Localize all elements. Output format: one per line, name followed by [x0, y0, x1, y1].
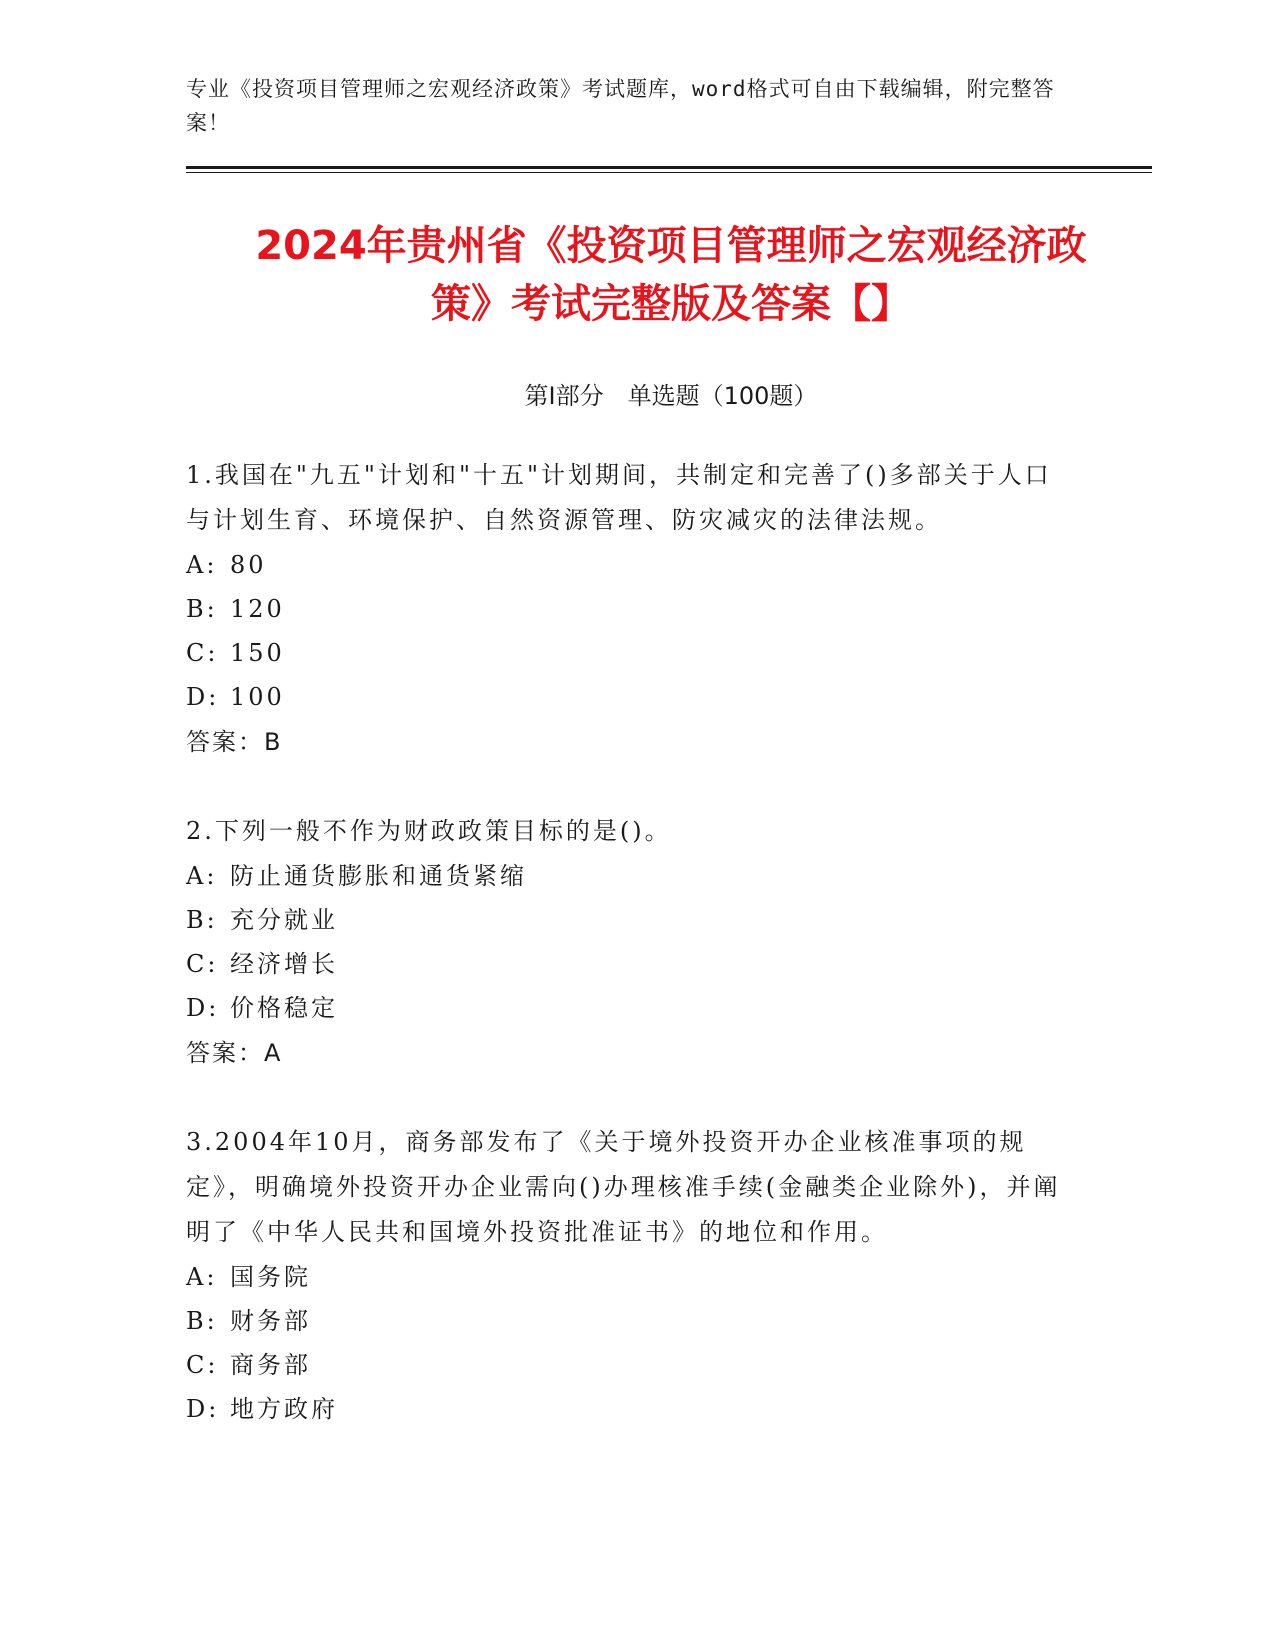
- option-text: 价格稳定: [230, 994, 338, 1022]
- option-letter: D:: [186, 1395, 220, 1423]
- option-letter: A:: [186, 551, 218, 579]
- option-letter: A:: [186, 862, 218, 890]
- option-d: [186, 675, 1156, 719]
- option-letter: C:: [186, 950, 219, 978]
- option-d: [186, 986, 1156, 1030]
- option-b: [186, 1299, 1156, 1343]
- question-stem: 1.我国在"九五"计划和"十五"计划期间，共制定和完善了()多部关于人口与计划生育、环境保护、自然资源管理、防灾减灾的法律法规。: [186, 461, 1052, 534]
- option-letter: C:: [186, 639, 219, 667]
- header-divider-thin: [186, 172, 1152, 173]
- option-a: [186, 1255, 1156, 1299]
- option-letter: B:: [186, 595, 218, 623]
- question-1: [186, 453, 1156, 765]
- option-letter: B:: [186, 1307, 218, 1335]
- option-d: [186, 1387, 1156, 1431]
- option-text: 国务院: [230, 1263, 311, 1291]
- option-text: 财务部: [230, 1307, 311, 1335]
- option-b: [186, 587, 1156, 631]
- option-text: 80: [230, 551, 267, 579]
- option-text: 经济增长: [230, 950, 338, 978]
- option-letter: A:: [186, 1263, 218, 1291]
- option-letter: C:: [186, 1351, 219, 1379]
- option-b: [186, 898, 1156, 942]
- option-letter: D:: [186, 994, 220, 1022]
- option-a: [186, 543, 1156, 587]
- header-divider-thick: [186, 166, 1152, 169]
- section-title: 第I部分 单选题（100题）: [524, 382, 818, 410]
- question-stem: 3.2004年10月，商务部发布了《关于境外投资开办企业核准事项的规定》，明确境外投资开办企业需向()办理核准手续(金融类企业除外)，并阐明了《中华人民共和国境外投资批准证书》的地位和作用。: [186, 1128, 1061, 1246]
- option-text: 防止通货膨胀和通货紧缩: [230, 862, 527, 890]
- answer-line: 答案：B: [186, 728, 283, 756]
- option-c: [186, 1343, 1156, 1387]
- option-text: 150: [230, 639, 285, 667]
- question-list: [186, 453, 1156, 1431]
- option-letter: B:: [186, 906, 218, 934]
- option-text: 120: [230, 595, 285, 623]
- option-text: 100: [230, 683, 285, 711]
- option-text: 充分就业: [230, 906, 338, 934]
- document-title: 2024年贵州省《投资项目管理师之宏观经济政策》考试完整版及答案【】: [255, 223, 1087, 327]
- option-c: [186, 631, 1156, 675]
- option-text: 商务部: [230, 1351, 311, 1379]
- document-page: [186, 72, 1156, 1431]
- question-3: [186, 1120, 1156, 1431]
- option-letter: D:: [186, 683, 220, 711]
- header-note: 专业《投资项目管理师之宏观经济政策》考试题库，word格式可自由下载编辑，附完整答案！: [186, 77, 1055, 135]
- answer-line: 答案：A: [186, 1039, 283, 1067]
- option-text: 地方政府: [230, 1395, 338, 1423]
- option-a: [186, 854, 1156, 898]
- question-stem: 2.下列一般不作为财政政策目标的是()。: [186, 817, 672, 845]
- question-2: [186, 809, 1156, 1076]
- option-c: [186, 942, 1156, 986]
